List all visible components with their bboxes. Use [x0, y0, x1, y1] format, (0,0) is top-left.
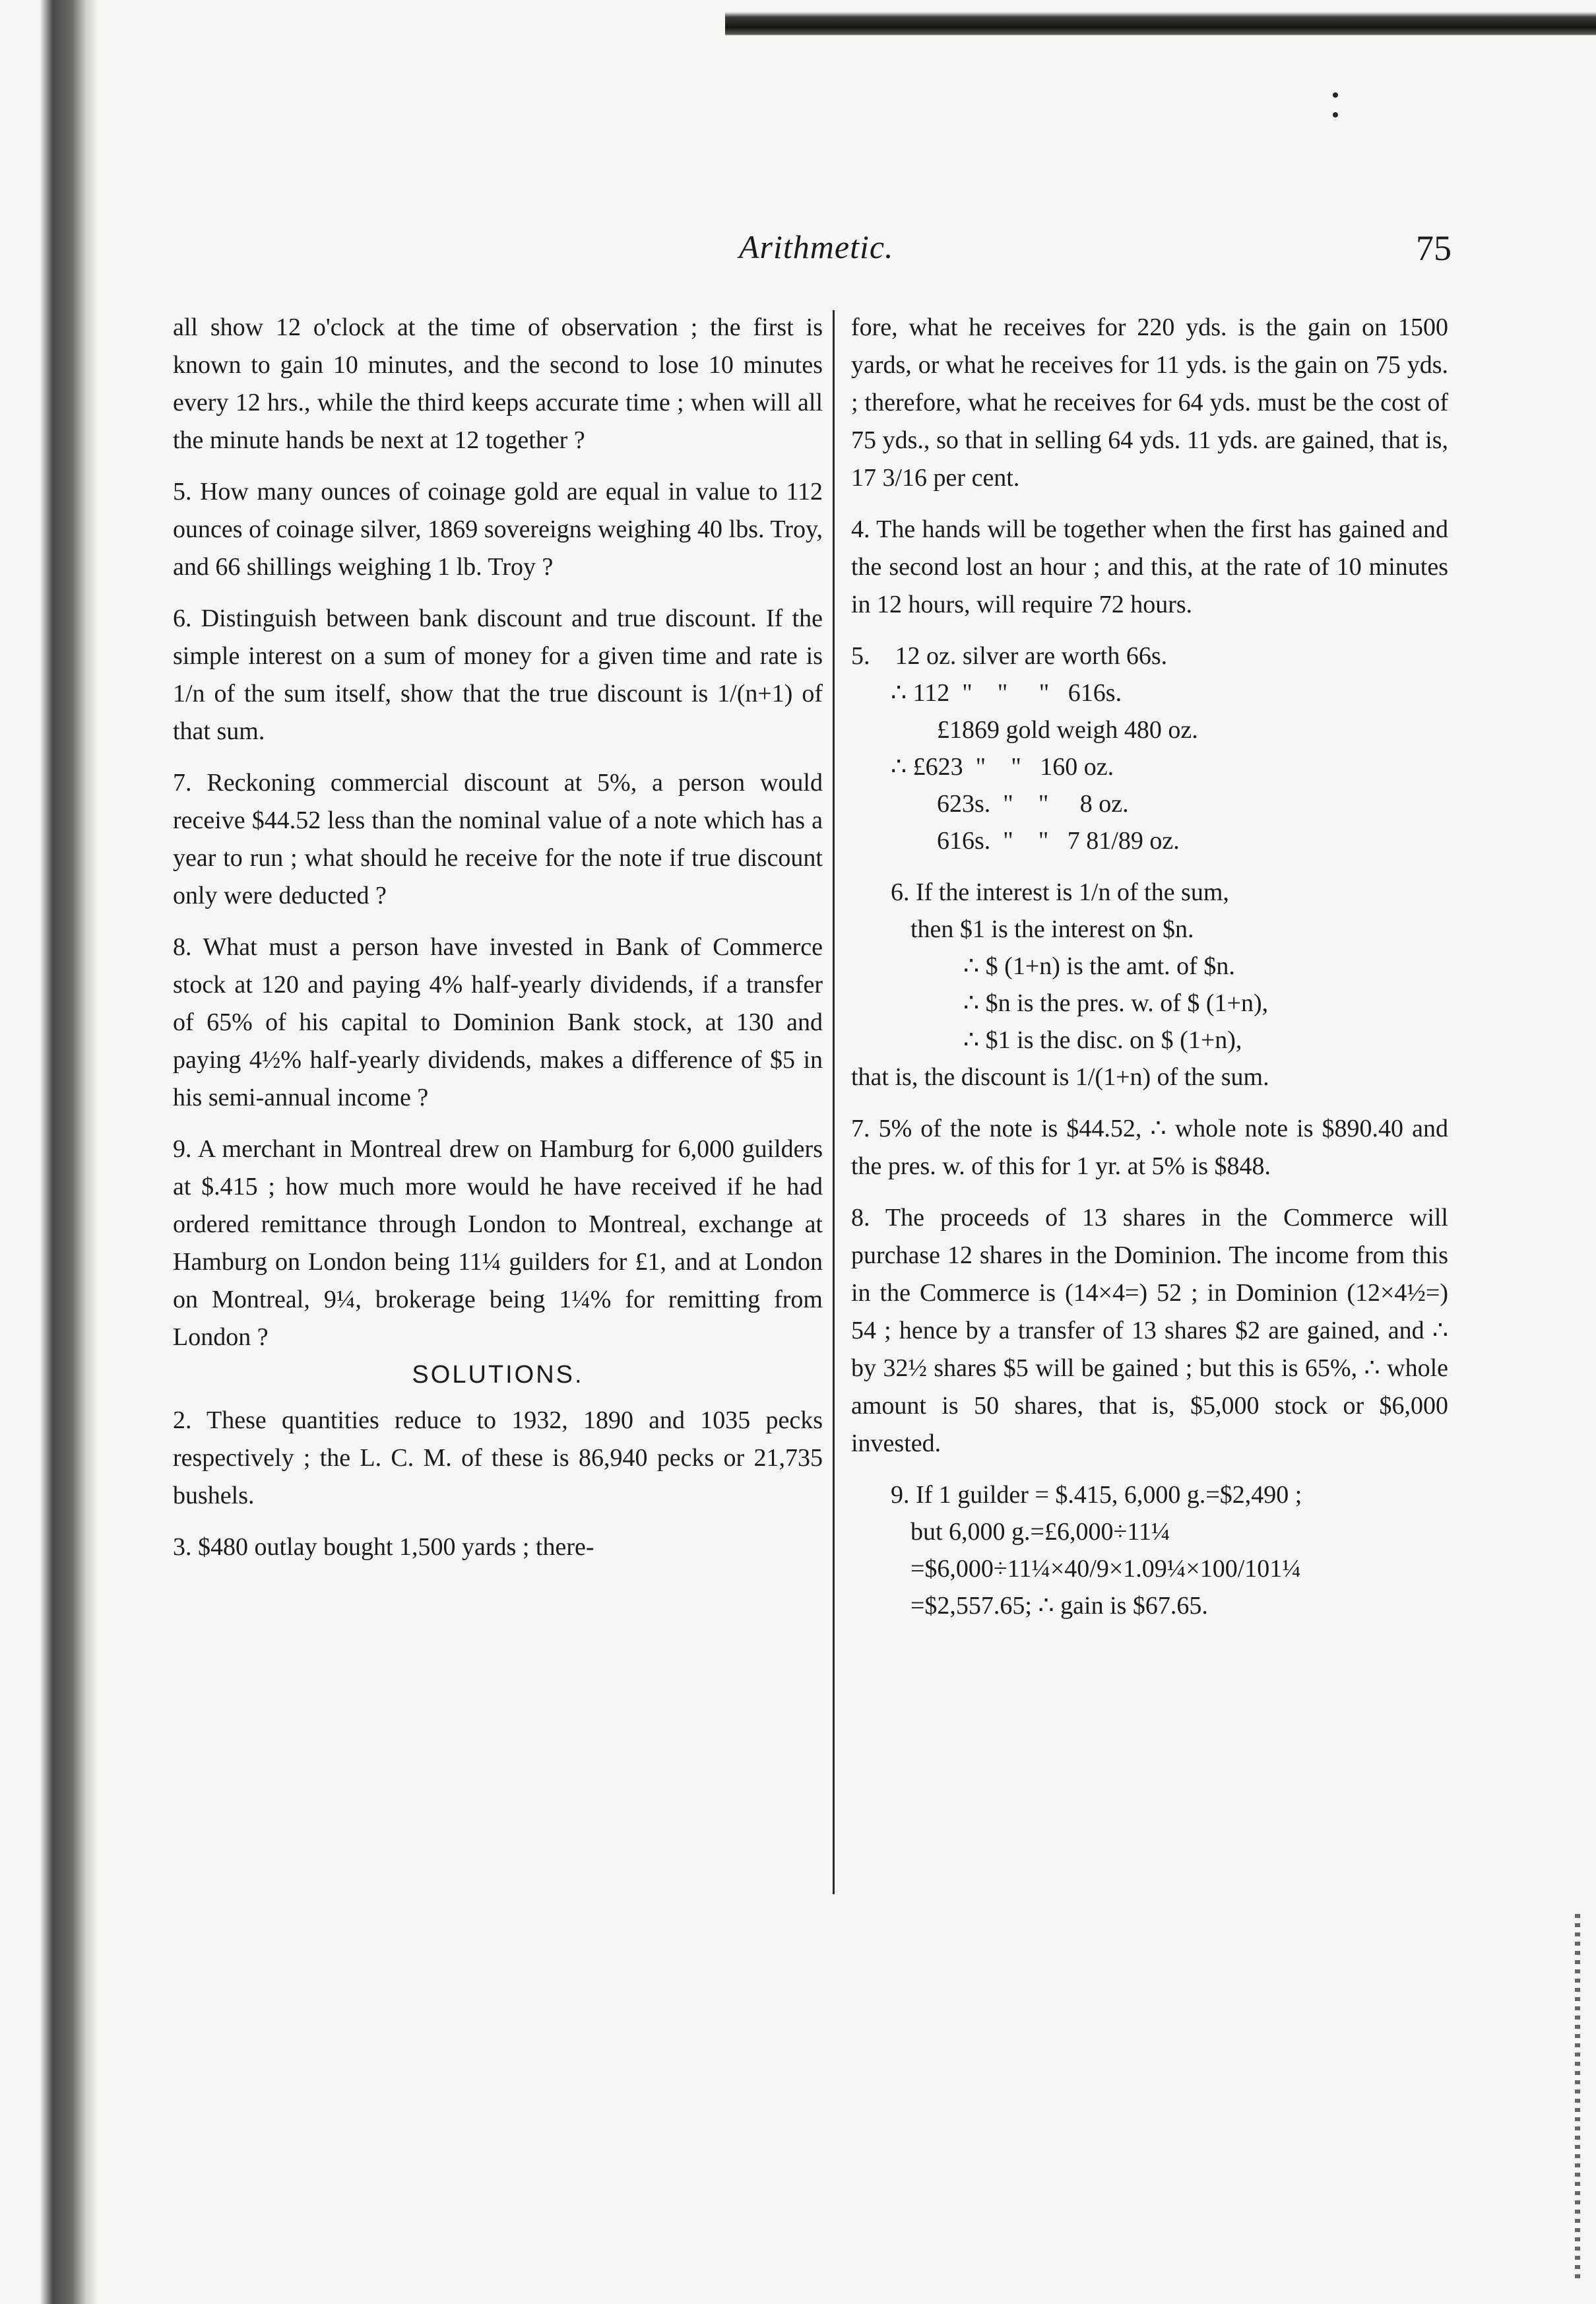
right-column: [851, 309, 1448, 1639]
solution-9-line: =$2,557.65; ∴ gain is $67.65.: [910, 1592, 1208, 1620]
solution-9: [851, 1476, 1448, 1624]
solution-6: [851, 874, 1448, 1096]
solutions-heading: SOLUTIONS.: [412, 1361, 584, 1389]
question-9: 9. A merchant in Montreal drew on Hamburg for 6,000 guilders at $.415 ; how much more would he have received if he had ordered remittance through London to Montreal, exchange at Hamburg on London being 11¼ guilders for £1, and at London on Montreal, 9¼, brokerage being 1¼% for remitting from London ?: [173, 1135, 823, 1351]
column-divider: [833, 310, 835, 1894]
solution-5: [851, 638, 1448, 859]
page-header: [739, 228, 1452, 287]
solution-9-line: =$6,000÷11¼×40/9×1.09¼×100/101¼: [910, 1555, 1301, 1583]
solution-6-line: 6. If the interest is 1/n of the sum,: [891, 878, 1229, 906]
solution-5-line: ∴ £623 " " 160 oz.: [891, 753, 1114, 781]
solution-6-line: ∴ $ (1+n) is the amt. of $n.: [963, 952, 1235, 980]
scan-speck: [1333, 92, 1338, 98]
question-7: 7. Reckoning commercial discount at 5%, a person would receive $44.52 less than the nominal value of a note which has a year to run ; what should he receive for the note if true discount only were deducted ?: [173, 769, 823, 909]
solution-5-line: ∴ 112 " " " 616s.: [891, 679, 1122, 707]
solution-5-line: 616s. " " 7 81/89 oz.: [937, 827, 1180, 855]
solution-3-start: 3. $480 outlay bought 1,500 yards ; there-: [173, 1533, 594, 1561]
solution-5-line: £1869 gold weigh 480 oz.: [937, 716, 1198, 744]
solution-5-line: 5. 12 oz. silver are worth 66s.: [851, 642, 1168, 670]
solution-9-line: 9. If 1 guilder = $.415, 6,000 g.=$2,490 ;: [891, 1481, 1302, 1509]
solution-6-line: that is, the discount is 1/(1+n) of the sum.: [851, 1063, 1269, 1091]
scan-edge-left: [0, 0, 99, 2304]
solution-9-line: but 6,000 g.=£6,000÷11¼: [910, 1518, 1170, 1546]
solution-4: 4. The hands will be together when the first has gained and the second lost an hour ; and this, at the rate of 10 minutes in 12 hours, will require 72 hours.: [851, 515, 1448, 618]
question-8: 8. What must a person have invested in Bank of Commerce stock at 120 and paying 4% half-yearly dividends, if a transfer of 65% of his capital to Dominion Bank stock, at 130 and paying 4½% half-yearly dividends, makes a difference of $5 in his semi-annual income ?: [173, 933, 823, 1111]
page-number: 75: [1416, 228, 1452, 268]
solution-6-line: then $1 is the interest on $n.: [910, 915, 1194, 943]
solution-8: 8. The proceeds of 13 shares in the Commerce will purchase 12 shares in the Dominion. The income from this in the Commerce is (14×4=) 52 ; in Dominion (12×4½=) 54 ; hence by a transfer of 13 shares $2 are gained, and ∴ by 32½ shares $5 will be gained ; but this is 65%, ∴ whole amount is 50 shares, that is, $5,000 stock or $6,000 invested.: [851, 1204, 1448, 1457]
solution-6-line: ∴ $1 is the disc. on $ (1+n),: [963, 1026, 1242, 1054]
solution-6-line: ∴ $n is the pres. w. of $ (1+n),: [963, 989, 1269, 1017]
running-title: Arithmetic.: [739, 228, 894, 265]
scan-edge-top: [725, 8, 1596, 36]
question-4-continued: all show 12 o'clock at the time of observation ; the first is known to gain 10 minutes, and the second to lose 10 minutes every 12 hrs., while the third keeps accurate time ; when will all the minute hands be next at 12 together ?: [173, 313, 823, 454]
left-column: [173, 309, 823, 1580]
solution-7: 7. 5% of the note is $44.52, ∴ whole note is $890.40 and the pres. w. of this for 1 yr. at 5% is $848.: [851, 1115, 1448, 1180]
solution-5-line: 623s. " " 8 oz.: [937, 790, 1129, 818]
scan-edge-right: [1575, 1914, 1580, 2284]
scan-speck: [1333, 112, 1338, 117]
solution-3-continued: fore, what he receives for 220 yds. is the gain on 1500 yards, or what he receives for 11 yds. is the gain on 75 yds. ; therefore, what he receives for 64 yds. must be the cost of 75 yds., so that in selling 64 yds. 11 yds. are gained, that is, 17 3/16 per cent.: [851, 313, 1448, 492]
question-5: 5. How many ounces of coinage gold are equal in value to 112 ounces of coinage silver, 1869 sovereigns weighing 40 lbs. Troy, and 66 shillings weighing 1 lb. Troy ?: [173, 478, 823, 581]
question-6: 6. Distinguish between bank discount and true discount. If the simple interest on a sum of money for a given time and rate is 1/n of the sum itself, show that the true discount is 1/(n+1) of that sum.: [173, 605, 823, 745]
solution-2: 2. These quantities reduce to 1932, 1890 and 1035 pecks respectively ; the L. C. M. of these is 86,940 pecks or 21,735 bushels.: [173, 1406, 823, 1509]
